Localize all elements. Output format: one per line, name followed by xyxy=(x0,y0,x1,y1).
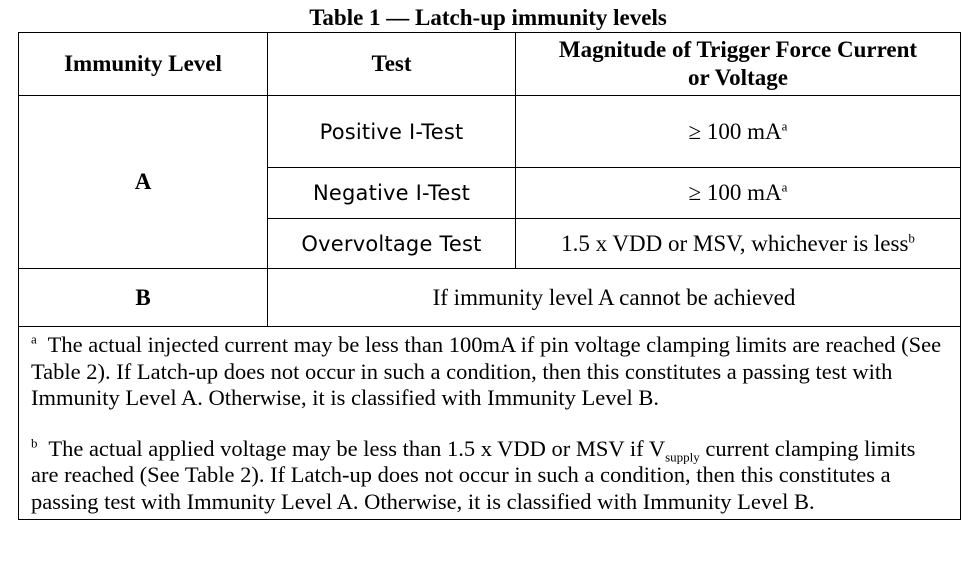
latch-up-immunity-table xyxy=(18,32,961,520)
magnitude-value: ≥ 100 mA xyxy=(688,180,782,205)
header-magnitude-line2: or Voltage xyxy=(688,65,788,90)
footnote-b-text-before: The actual applied voltage may be less than 1.5 x VDD or MSV if V xyxy=(48,435,666,461)
table-caption: Table 1 — Latch-up immunity levels xyxy=(309,5,667,30)
level-b-description-cell: If immunity level A cannot be achieved xyxy=(268,269,961,327)
magnitude-value: ≥ 100 mA xyxy=(688,118,782,144)
footnotes-cell xyxy=(19,327,961,520)
magnitude-cell xyxy=(516,96,961,168)
magnitude-cell xyxy=(516,168,961,219)
magnitude-cell xyxy=(516,219,961,269)
header-magnitude-line1: Magnitude of Trigger Force Current xyxy=(558,37,918,62)
table-header-row xyxy=(19,33,961,96)
footnote-mark: a xyxy=(781,179,788,195)
header-test: Test xyxy=(268,33,516,96)
footnote-mark: b xyxy=(908,229,915,245)
footnote-a-text: The actual injected current may be less than 100mA if pin voltage clamping limits are reached (See Table 2). If Latch-up does not occur in such a condition, then this constitutes a passing test with Immunity Level A. Otherwise, it is classified with Immunity Level B. xyxy=(31,332,942,410)
footnote-b-subscript: supply xyxy=(665,449,700,464)
footnote-b-text-after: current clamping limits are reached (See Table 2). If Latch-up does not occur in such a condition, then this constitutes a passing test with Immunity Level A. Otherwise, it is classified with Immunity Level B. xyxy=(31,435,916,514)
test-cell: Overvoltage Test xyxy=(268,219,516,269)
test-cell: Positive I-Test xyxy=(268,96,516,168)
footnote-mark: a xyxy=(781,117,788,133)
footnotes-row xyxy=(19,327,961,520)
header-magnitude xyxy=(516,33,961,96)
magnitude-value: 1.5 x VDD or MSV, whichever is less xyxy=(561,230,909,256)
footnote-b xyxy=(31,436,948,516)
footnote-a-mark: a xyxy=(31,331,37,347)
footnote-b-mark: b xyxy=(31,435,38,450)
immunity-level-b-cell: B xyxy=(19,269,268,327)
table-row xyxy=(19,269,961,327)
immunity-level-a-cell: A xyxy=(19,96,268,269)
header-immunity-level: Immunity Level xyxy=(19,33,268,96)
test-cell: Negative I-Test xyxy=(268,168,516,219)
table-row xyxy=(19,96,961,168)
footnote-a xyxy=(31,332,948,412)
